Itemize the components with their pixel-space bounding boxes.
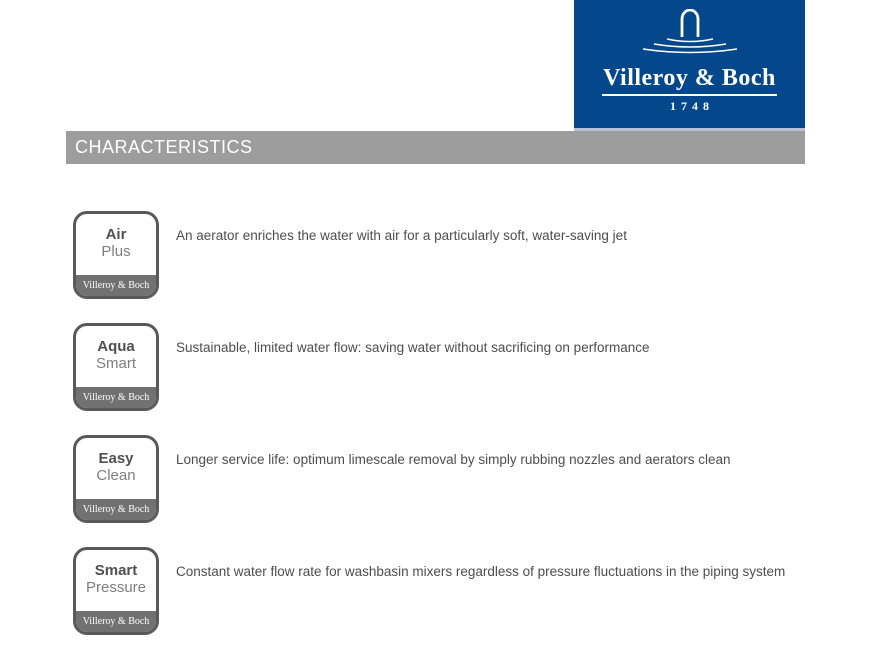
- badge-line2: Clean: [96, 467, 136, 484]
- fountain-icon: [642, 9, 738, 55]
- section-title: CHARACTERISTICS: [75, 136, 253, 157]
- badge-line1: Aqua: [97, 338, 135, 356]
- badge-line1: Smart: [94, 562, 138, 580]
- badge-label: [76, 214, 156, 275]
- badge-brand-band: Villeroy & Boch: [76, 499, 156, 520]
- feature-list: [73, 211, 785, 635]
- brand-logo: [574, 0, 805, 128]
- feature-description: Longer service life: optimum limescale removal by simply rubbing nozzles and aerators clean: [176, 452, 731, 467]
- feature-row-air-plus: [73, 211, 785, 299]
- easy-clean-badge: [73, 435, 159, 523]
- badge-line1: Easy: [98, 450, 134, 468]
- smart-pressure-badge: [73, 547, 159, 635]
- section-header-bar: [66, 131, 805, 164]
- brand-name: Villeroy & Boch: [602, 66, 777, 96]
- air-plus-badge: [73, 211, 159, 299]
- feature-description: Sustainable, limited water flow: saving water without sacrificing on performance: [176, 340, 650, 355]
- feature-row-smart-pressure: [73, 547, 785, 635]
- badge-line2: Plus: [101, 243, 131, 260]
- badge-brand-band: Villeroy & Boch: [76, 611, 156, 632]
- badge-label: [76, 438, 156, 499]
- feature-row-aqua-smart: [73, 323, 785, 411]
- feature-description: Constant water flow rate for washbasin mixers regardless of pressure fluctuations in the piping system: [176, 564, 786, 579]
- badge-line2: Smart: [95, 355, 136, 372]
- badge-line2: Pressure: [85, 579, 147, 596]
- feature-description: An aerator enriches the water with air for a particularly soft, water-saving jet: [176, 228, 627, 243]
- feature-row-easy-clean: [73, 435, 785, 523]
- badge-label: [76, 550, 156, 611]
- brand-founding-year: 1748: [670, 99, 714, 113]
- badge-brand-band: Villeroy & Boch: [76, 275, 156, 296]
- badge-brand-band: Villeroy & Boch: [76, 387, 156, 408]
- badge-label: [76, 326, 156, 387]
- badge-line1: Air: [105, 226, 127, 244]
- aqua-smart-badge: [73, 323, 159, 411]
